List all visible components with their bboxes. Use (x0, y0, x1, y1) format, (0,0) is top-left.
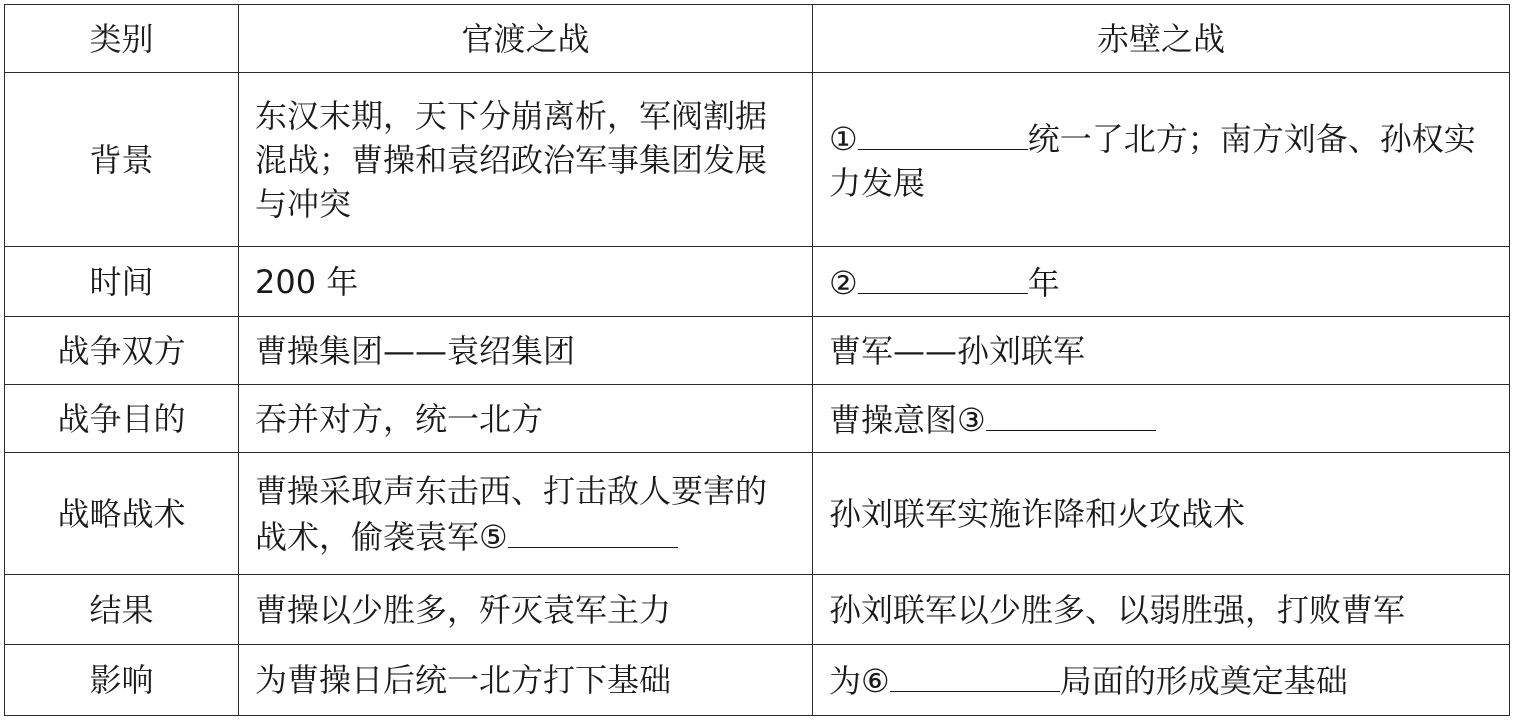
guandu-time: 200 年 (239, 247, 813, 317)
blank-marker-6: ⑥ (861, 662, 890, 700)
category-time: 时间 (5, 247, 239, 317)
fill-blank-6[interactable] (890, 657, 1060, 692)
fill-blank-2[interactable] (858, 259, 1028, 294)
category-sides: 战争双方 (5, 317, 239, 385)
blank-marker-5: ⑤ (479, 517, 508, 556)
chibi-influence-prefix: 为 (829, 662, 862, 700)
header-chibi: 赤壁之战 (813, 5, 1510, 73)
guandu-goal: 吞并对方，统一北方 (239, 385, 813, 453)
guandu-influence: 为曹操日后统一北方打下基础 (239, 645, 813, 716)
chibi-background (813, 73, 1510, 247)
row-time (5, 247, 1510, 317)
row-goal (5, 385, 1510, 453)
category-tactics: 战略战术 (5, 453, 239, 575)
fill-blank-5[interactable] (508, 513, 678, 548)
fill-blank-3[interactable] (986, 396, 1156, 431)
blank-marker-2: ② (829, 263, 858, 302)
category-background: 背景 (5, 73, 239, 247)
chibi-time (813, 247, 1510, 317)
chibi-goal-text: 曹操意图 (829, 400, 958, 439)
chibi-influence (813, 645, 1510, 716)
guandu-result: 曹操以少胜多，歼灭袁军主力 (239, 575, 813, 645)
chibi-result: 孙刘联军以少胜多、以弱胜强，打败曹军 (813, 575, 1510, 645)
row-tactics (5, 453, 1510, 575)
chibi-time-text: 年 (1027, 263, 1060, 302)
chibi-influence-text: 局面的形成奠定基础 (1059, 662, 1348, 700)
chibi-background-text: 统一了北方；南方刘备、孙权实力发展 (829, 119, 1476, 202)
row-result (5, 575, 1510, 645)
category-influence: 影响 (5, 645, 239, 716)
blank-marker-1: ① (829, 119, 858, 158)
blank-marker-3: ③ (957, 400, 986, 439)
header-category: 类别 (5, 5, 239, 73)
chibi-sides: 曹军——孙刘联军 (813, 317, 1510, 385)
fill-blank-1[interactable] (858, 115, 1028, 150)
guandu-tactics-text: 曹操采取声东击西、打击敌人要害的战术，偷袭袁军 (255, 471, 768, 556)
row-influence (5, 645, 1510, 716)
category-result: 结果 (5, 575, 239, 645)
guandu-tactics (239, 453, 813, 575)
category-goal: 战争目的 (5, 385, 239, 453)
chibi-tactics: 孙刘联军实施诈降和火攻战术 (813, 453, 1510, 575)
row-background (5, 73, 1510, 247)
comparison-table-container (4, 4, 1509, 715)
row-sides (5, 317, 1510, 385)
guandu-sides: 曹操集团——袁绍集团 (239, 317, 813, 385)
chibi-goal (813, 385, 1510, 453)
header-guandu: 官渡之战 (239, 5, 813, 73)
header-row (5, 5, 1510, 73)
battle-comparison-table (4, 4, 1510, 716)
guandu-background: 东汉末期，天下分崩离析，军阀割据混战；曹操和袁绍政治军事集团发展与冲突 (239, 73, 813, 247)
